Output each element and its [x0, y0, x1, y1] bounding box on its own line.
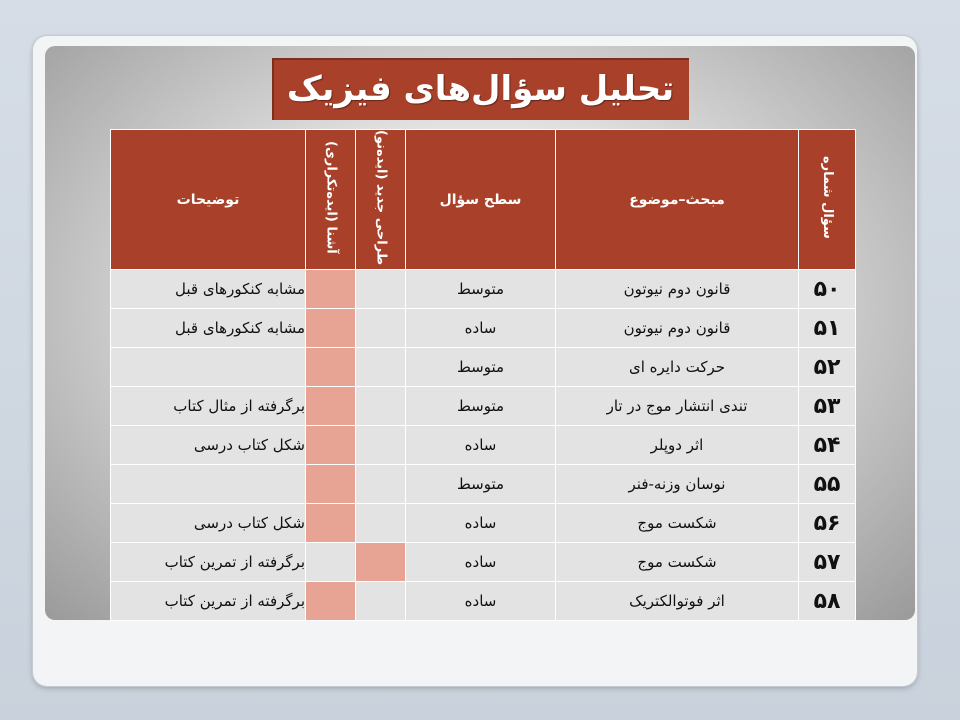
table-body	[111, 270, 856, 621]
question-number: ۵۸	[799, 582, 856, 621]
table-header-row	[111, 130, 856, 270]
notes-cell: شکل کتاب درسی	[111, 504, 306, 543]
notes-cell	[111, 465, 306, 504]
notes-cell	[111, 348, 306, 387]
level-cell: ساده	[406, 426, 556, 465]
question-number: ۵۱	[799, 309, 856, 348]
level-cell: ساده	[406, 543, 556, 582]
table-row	[111, 504, 856, 543]
level-cell: ساده	[406, 309, 556, 348]
notes-cell: برگرفته از مثال کتاب	[111, 387, 306, 426]
topic-cell: قانون دوم نیوتون	[556, 309, 799, 348]
question-number: ۵۲	[799, 348, 856, 387]
table-row	[111, 348, 856, 387]
familiar-mark	[306, 387, 356, 426]
question-number: ۵۶	[799, 504, 856, 543]
question-number: ۵۰	[799, 270, 856, 309]
level-cell: متوسط	[406, 348, 556, 387]
question-number: ۵۷	[799, 543, 856, 582]
topic-cell: اثر فوتوالکتریک	[556, 582, 799, 621]
familiar-mark	[306, 582, 356, 621]
table-row	[111, 309, 856, 348]
header-new-design: طراحی جدید (ایده‌نو)	[356, 130, 406, 270]
familiar-mark	[306, 426, 356, 465]
level-cell: متوسط	[406, 387, 556, 426]
table-row	[111, 387, 856, 426]
header-notes: توضیحات	[111, 130, 306, 270]
new-design-mark	[356, 426, 406, 465]
topic-cell: شکست موج	[556, 504, 799, 543]
topic-cell: حرکت دایره ای	[556, 348, 799, 387]
header-familiar: آشنا (ایده‌تکراری)	[306, 130, 356, 270]
title-box	[272, 58, 689, 120]
topic-cell: شکست موج	[556, 543, 799, 582]
table-row	[111, 582, 856, 621]
familiar-mark	[306, 543, 356, 582]
notes-cell: برگرفته از تمرین کتاب	[111, 543, 306, 582]
question-number: ۵۳	[799, 387, 856, 426]
notes-cell: مشابه کنکورهای قبل	[111, 270, 306, 309]
level-cell: ساده	[406, 582, 556, 621]
level-cell: متوسط	[406, 270, 556, 309]
new-design-mark	[356, 543, 406, 582]
notes-cell: برگرفته از تمرین کتاب	[111, 582, 306, 621]
level-cell: متوسط	[406, 465, 556, 504]
topic-cell: تندی انتشار موج در تار	[556, 387, 799, 426]
new-design-mark	[356, 504, 406, 543]
table-row	[111, 465, 856, 504]
new-design-mark	[356, 465, 406, 504]
familiar-mark	[306, 270, 356, 309]
topic-cell: نوسان وزنه-فنر	[556, 465, 799, 504]
level-cell: ساده	[406, 504, 556, 543]
topic-cell: قانون دوم نیوتون	[556, 270, 799, 309]
question-number: ۵۵	[799, 465, 856, 504]
new-design-mark	[356, 348, 406, 387]
topic-cell: اثر دوپلر	[556, 426, 799, 465]
new-design-mark	[356, 270, 406, 309]
notes-cell: مشابه کنکورهای قبل	[111, 309, 306, 348]
new-design-mark	[356, 309, 406, 348]
header-topic: مبحث–موضوع	[556, 130, 799, 270]
table-row	[111, 543, 856, 582]
table-row	[111, 270, 856, 309]
familiar-mark	[306, 504, 356, 543]
new-design-mark	[356, 387, 406, 426]
new-design-mark	[356, 582, 406, 621]
page-title: تحلیل سؤال‌های فیزیک	[286, 69, 675, 109]
familiar-mark	[306, 309, 356, 348]
header-number: سؤال شماره	[799, 130, 856, 270]
notes-cell: شکل کتاب درسی	[111, 426, 306, 465]
table-row	[111, 426, 856, 465]
question-number: ۵۴	[799, 426, 856, 465]
header-level: سطح سؤال	[406, 130, 556, 270]
familiar-mark	[306, 348, 356, 387]
physics-analysis-table	[110, 129, 856, 621]
familiar-mark	[306, 465, 356, 504]
